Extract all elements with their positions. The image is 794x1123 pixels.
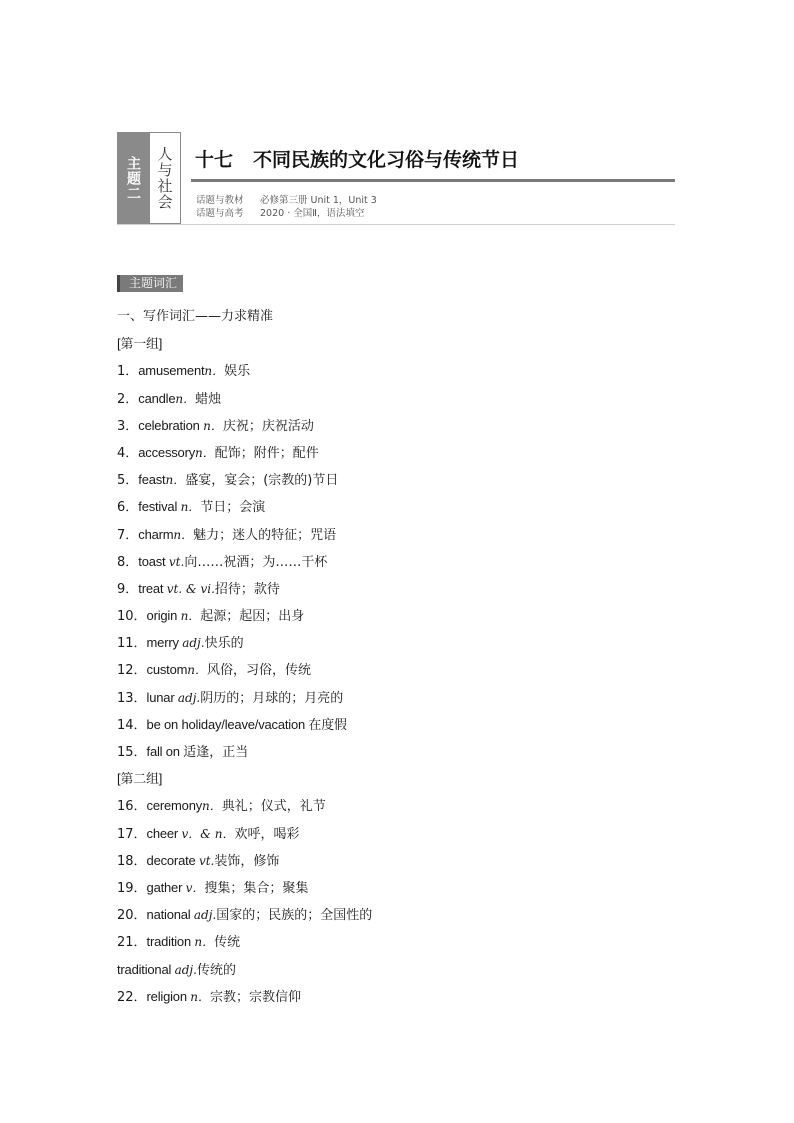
vocab-definition: 宗教；宗教信仰 [210, 989, 302, 1005]
vocab-item [117, 879, 677, 906]
vocab-pos: n． [175, 391, 196, 406]
vocab-item [117, 634, 677, 661]
vocab-item [117, 661, 677, 688]
vocab-number: 11． [117, 636, 147, 652]
vocab-number: 16． [117, 799, 147, 815]
header-divider [117, 224, 675, 225]
vocab-word: origin [146, 608, 181, 624]
vocab-item [117, 961, 677, 988]
vocab-pos: adj. [193, 908, 217, 923]
vocab-definition: 盛宴，宴会；(宗教的)节日 [185, 473, 339, 489]
vocab-definition: 风俗，习俗，传统 [206, 663, 311, 679]
meta-value: 2020 · 全国Ⅱ，语法填空 [260, 208, 365, 219]
unit-number: 十七 [195, 149, 234, 171]
vocab-word: tradition [146, 934, 195, 950]
vocab-item [117, 498, 677, 525]
vocab-number: 21． [117, 935, 147, 951]
vocab-pos: n． [203, 418, 223, 433]
vocab-word: cheer [146, 825, 182, 841]
vocab-word: toast [138, 553, 169, 569]
vocab-definition: 国家的；民族的；全国性的 [216, 908, 373, 924]
vocab-pos: adj. [174, 962, 197, 977]
vocab-definition: 欢呼，喝彩 [234, 826, 300, 842]
theme-name: 人与社会 [149, 132, 181, 224]
vocab-pos: vt. [168, 554, 185, 569]
vocab-number: 20． [117, 908, 147, 924]
vocab-item [117, 553, 677, 580]
vocab-item [117, 417, 677, 444]
vocab-pos: n． [173, 527, 194, 542]
vocab-word: merry [146, 635, 183, 651]
vocab-item [117, 335, 677, 362]
vocab-item [117, 797, 677, 824]
vocab-word: feast [138, 472, 166, 488]
vocab-pos: n． [187, 663, 207, 678]
vocab-word: custom [146, 662, 188, 678]
vocab-definition: 典礼；仪式，礼节 [221, 799, 326, 815]
vocab-word: charm [138, 526, 174, 542]
section-heading: 一、写作词汇——力求精准 [117, 309, 274, 324]
vocab-item [117, 906, 677, 933]
vocab-pos: vt. [198, 853, 215, 868]
vocab-item [117, 580, 677, 607]
vocab-pos: n． [180, 609, 201, 624]
title-rule [191, 179, 675, 182]
meta-key: 话题与教材 [196, 195, 244, 206]
vocab-definition: 魅力；迷人的特征；咒语 [193, 527, 337, 543]
vocab-number: 2． [117, 391, 139, 407]
vocab-item [117, 444, 677, 471]
vocab-number: 13． [117, 690, 147, 706]
vocab-word: fall on [146, 744, 184, 759]
vocab-definition: 庆祝；庆祝活动 [222, 418, 314, 434]
vocab-word: decorate [146, 852, 199, 868]
vocab-word: traditional [117, 961, 175, 977]
vocab-item [117, 689, 677, 716]
vocab-pos: adj. [177, 690, 201, 705]
vocab-word: treat [138, 580, 167, 596]
vocab-item [117, 471, 677, 498]
vocab-word: [第二组] [117, 771, 163, 787]
vocab-pos: n． [195, 445, 215, 460]
vocab-word: ceremony [146, 798, 203, 814]
vocab-pos: n． [180, 500, 201, 515]
vocab-number: 14． [117, 717, 147, 733]
vocab-definition: 配饰；附件；配件 [214, 445, 319, 461]
vocab-number: 17． [117, 826, 147, 842]
vocab-number: 18． [117, 853, 147, 869]
vocab-item [117, 825, 677, 852]
vocab-pos: n． [165, 473, 186, 488]
vocab-word: national [146, 907, 194, 923]
vocab-number: 6． [117, 500, 139, 516]
vocab-pos: adj. [182, 636, 205, 651]
vocab-number: 12． [117, 663, 147, 679]
vocab-pos: vt. & vi. [166, 581, 215, 596]
vocab-number: 19． [117, 880, 147, 896]
vocab-item [117, 716, 677, 743]
vocab-definition: 快乐的 [204, 636, 244, 652]
unit-header [117, 132, 675, 225]
vocab-pos: n． [204, 364, 225, 379]
vocab-definition: 起源；起因；出身 [200, 609, 305, 625]
vocab-number: 7． [117, 527, 139, 543]
vocab-word: religion [146, 988, 191, 1004]
vocab-item [117, 526, 677, 553]
vocab-word: be on holiday/leave/vacation 在度假 [146, 716, 347, 732]
vocab-word: candle [138, 390, 176, 406]
vocab-pos: n． [190, 989, 211, 1004]
vocab-number: 9． [117, 581, 139, 597]
vocab-item [117, 743, 677, 770]
vocab-word: gather [146, 879, 186, 895]
vocab-item [117, 988, 677, 1015]
vocab-definition: 适逢，正当 [183, 745, 249, 760]
theme-tag: 主题二 [117, 132, 149, 224]
vocab-definition: 搜集；集合；聚集 [204, 880, 309, 896]
section-tag: 主题词汇 [117, 275, 183, 292]
vocab-word: [第一组] [117, 336, 163, 352]
vocab-number: 22． [117, 989, 147, 1005]
vocab-pos: n． [194, 935, 215, 950]
meta-row-textbook [196, 192, 377, 206]
vocab-number: 3． [117, 418, 139, 434]
vocab-definition: 招待；款待 [214, 581, 280, 597]
vocab-number: 5． [117, 473, 139, 489]
vocab-definition: 娱乐 [224, 364, 251, 380]
vocab-definition: 节日；会演 [200, 500, 266, 516]
vocab-number: 4． [117, 445, 139, 461]
vocab-pos: n． [202, 799, 222, 814]
vocab-item [117, 770, 677, 797]
vocab-definition: 传统 [214, 935, 241, 951]
vocab-word: amusement [138, 363, 205, 379]
vocab-word: accessory [138, 444, 196, 460]
vocab-word: festival [138, 499, 181, 515]
vocab-word: lunar [146, 689, 178, 705]
vocab-definition: 蜡烛 [195, 391, 222, 407]
vocab-list [117, 308, 677, 1015]
vocab-item [117, 362, 677, 389]
meta-key: 话题与高考 [196, 208, 244, 219]
vocab-number: 8． [117, 554, 139, 570]
vocab-item [117, 852, 677, 879]
vocab-item [117, 607, 677, 634]
vocab-item [117, 390, 677, 417]
vocab-definition: 阴历的；月球的；月亮的 [200, 690, 344, 706]
meta-value: 必修第三册 Unit 1，Unit 3 [260, 195, 377, 206]
vocab-definition: 向……祝酒；为……干杯 [184, 554, 328, 570]
vocab-definition: 传统的 [196, 962, 236, 978]
vocab-pos: v．& n． [181, 826, 235, 841]
vocab-word: celebration [138, 417, 204, 433]
vocab-number: 1． [117, 364, 139, 380]
vocab-item [117, 933, 677, 960]
vocab-pos: v． [185, 880, 205, 895]
vocab-number: 15． [117, 745, 147, 760]
unit-title: 不同民族的文化习俗与传统节日 [253, 149, 520, 171]
meta-row-exam [196, 205, 364, 219]
vocab-definition: 装饰，修饰 [214, 853, 280, 869]
page-title [195, 145, 519, 172]
vocab-number: 10． [117, 609, 147, 625]
